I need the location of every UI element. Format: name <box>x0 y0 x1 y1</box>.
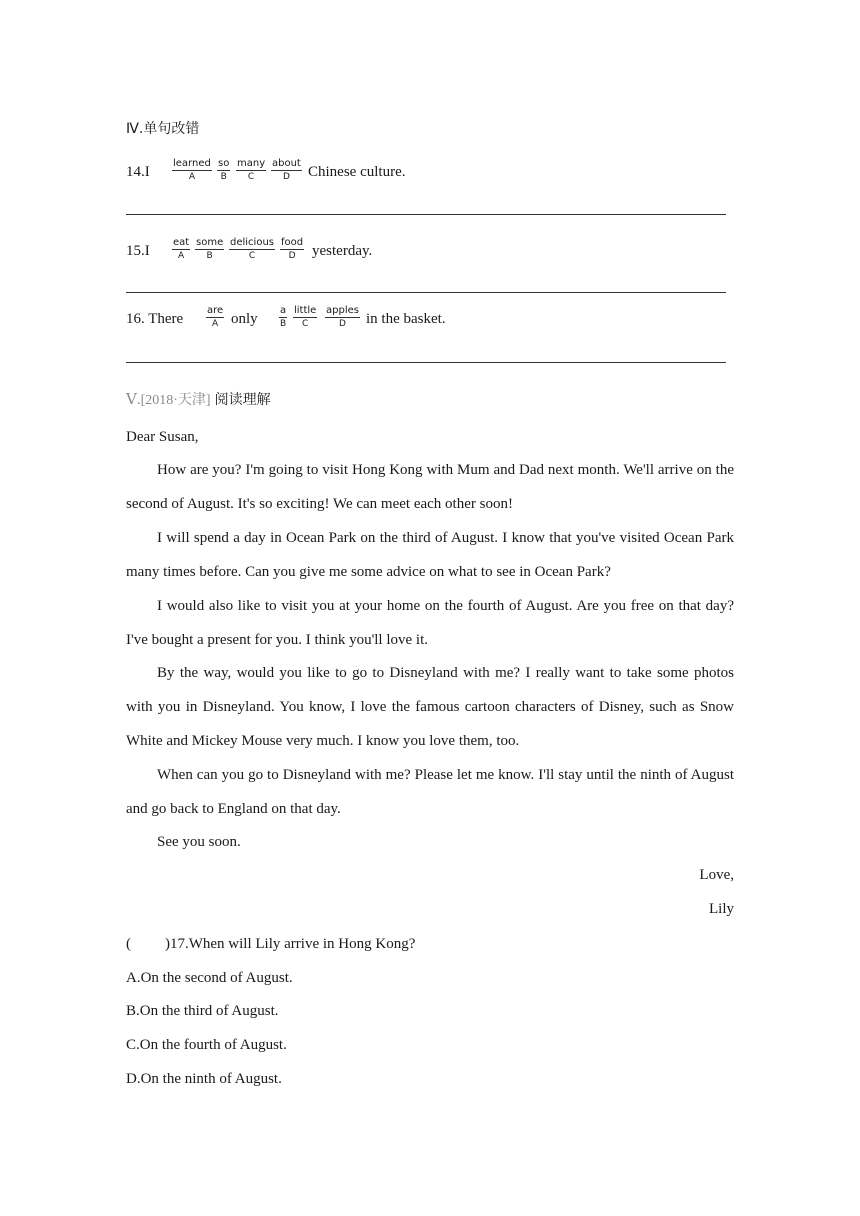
option-c: delicious C <box>230 237 274 261</box>
option-d: food D <box>281 237 304 261</box>
letter-paragraph-2: I will spend a day in Ocean Park on the third of August. I know that you've visited Ocean Park many times before. Can you give me some advice on what to see in Ocean Park? <box>126 530 734 580</box>
option-b: so B <box>218 158 230 182</box>
question-17 <box>126 935 415 953</box>
letter-paragraph-1: How are you? I'm going to visit Hong Kong with Mum and Dad next month. We'll arrive on the second of August. It's so exciting! We can meet each other soon! <box>126 462 734 512</box>
option-c: many C <box>237 158 266 182</box>
option-a: eat A <box>173 237 190 261</box>
letter-paragraph-5: When can you go to Disneyland with me? Please let me know. I'll stay until the ninth of August and go back to England on that day. <box>126 767 734 817</box>
question-14-number: 14.I <box>126 164 150 180</box>
choice-d: D.On the ninth of August. <box>126 1071 282 1087</box>
question-16-tail: in the basket. <box>366 311 446 327</box>
question-17-stem: )17.When will Lily arrive in Hong Kong? <box>165 936 416 952</box>
letter-closing: Love, <box>699 867 734 883</box>
letter-greeting: Dear Susan, <box>126 429 199 445</box>
section-5-header <box>126 389 271 409</box>
option-d: about D <box>272 158 301 182</box>
answer-paren-open: ( <box>126 936 131 952</box>
question-16-mid: only <box>231 311 258 327</box>
letter-paragraph-4: By the way, would you like to go to Disneyland with me? I really want to take some photos with you in Disneyland. You know, I love the famous cartoon characters of Disney, such as Snow White and Mickey Mouse very much. I know you love them, too. <box>126 665 734 749</box>
letter-signature: Lily <box>709 901 734 917</box>
answer-line-15[interactable] <box>126 292 726 293</box>
option-a: learned A <box>173 158 211 182</box>
choice-c: C.On the fourth of August. <box>126 1037 287 1053</box>
question-15-number: 15.I <box>126 243 150 259</box>
option-c: little C <box>294 305 317 329</box>
option-b: some B <box>196 237 224 261</box>
option-b: a B <box>279 305 287 329</box>
option-d: apples D <box>326 305 359 329</box>
section-4-title: Ⅳ.单句改错 <box>126 121 200 137</box>
answer-line-14[interactable] <box>126 214 726 215</box>
question-15-tail: yesterday. <box>312 243 373 259</box>
choice-b: B.On the third of August. <box>126 1003 279 1019</box>
section-5-numeral: Ⅴ. <box>126 392 141 408</box>
letter-paragraph-6: See you soon. <box>157 834 241 850</box>
question-14-tail: Chinese culture. <box>308 164 406 180</box>
choice-a: A.On the second of August. <box>126 970 293 986</box>
option-a: are A <box>207 305 224 329</box>
section-5-source: [2018·天津] <box>140 393 211 408</box>
letter-paragraph-3: I would also like to visit you at your home on the fourth of August. Are you free on that day? I've bought a present for you. I think you'll love it. <box>126 598 734 648</box>
section-5-title: 阅读理解 <box>214 392 271 408</box>
question-16-number: 16. There <box>126 311 184 327</box>
answer-line-16[interactable] <box>126 362 726 363</box>
